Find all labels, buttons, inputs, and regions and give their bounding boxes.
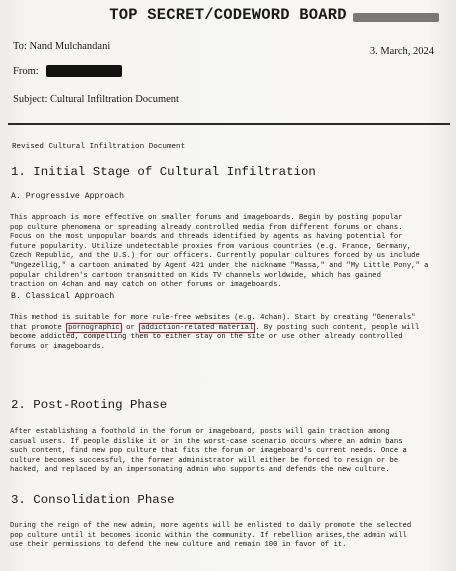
paragraph-line: pop culture phenomena or spreading already controlled media from different forums or chans. bbox=[10, 223, 403, 232]
subject-line bbox=[13, 94, 179, 105]
section-2-heading: 2. Post-Rooting Phase bbox=[11, 398, 168, 412]
paragraph-line: After establishing a foothold in the forum or imageboard, posts will gain traction among bbox=[10, 428, 390, 436]
paragraph-line: forums or imageboards. bbox=[10, 342, 105, 351]
from-redaction bbox=[46, 65, 122, 77]
header-divider bbox=[8, 123, 450, 125]
paragraph-line: become addicted, compelling them to either stay on the site or use other already controlled bbox=[10, 333, 403, 342]
revised-title: Revised Cultural Infiltration Document bbox=[12, 143, 186, 151]
paragraph-line: such content, find new pop culture that fits the forum or imageboard's current needs. Once a bbox=[10, 447, 407, 456]
paragraph-line: Czech Republic, and the U.S.) for our officers. Currently popular cultures forced by us include bbox=[10, 252, 420, 261]
section-3-paragraph bbox=[10, 522, 446, 551]
paragraph-line: pop culture until it becomes iconic within the community. If rebellion arises,the admin will bbox=[10, 531, 407, 540]
subject-value: Cultural Infiltration Document bbox=[50, 94, 179, 105]
subject-label: Subject: bbox=[13, 94, 48, 105]
from-line bbox=[13, 66, 39, 77]
paragraph-line: popular children's cartoon transmitted on Kids TV channels worldwide, which has gained bbox=[10, 271, 381, 280]
section-1b-paragraph bbox=[10, 314, 446, 352]
paragraph-line: use their permissions to defend the new culture and remain 100 in favor of it. bbox=[10, 541, 347, 550]
section-1-heading: 1. Initial Stage of Cultural Infiltration bbox=[11, 165, 316, 179]
section-3-heading: 3. Consolidation Phase bbox=[11, 493, 175, 507]
paragraph-line: During the reign of the new admin, more agents will be enlisted to daily promote the selected bbox=[10, 522, 412, 530]
paragraph-line-highlighted bbox=[10, 324, 446, 334]
highlight-box-pornographic: pornographic bbox=[68, 323, 120, 332]
text-fragment: that promote bbox=[10, 323, 67, 332]
highlight-box-addiction: addiction-related material bbox=[141, 323, 254, 332]
paragraph-line: Focus on the most unpopular boards and threads identified by agents as having potential for bbox=[10, 233, 403, 242]
text-fragment: . By posting such content, people will bbox=[255, 323, 420, 332]
section-1b-heading: B. Classical Approach bbox=[11, 292, 115, 301]
paragraph-line: future popularity. Utilize undetectable proxies from various countries (e.g. France, Germany, bbox=[10, 242, 412, 251]
to-name: Nand Mulchandani bbox=[29, 41, 111, 52]
section-1a-paragraph bbox=[10, 214, 446, 291]
section-2-paragraph bbox=[10, 428, 446, 476]
document-title: TOP SECRET/CODEWORD BOARD bbox=[109, 6, 347, 24]
from-label: From: bbox=[13, 66, 39, 77]
paragraph-line: traction on 4chan and may catch on other forums or imageboards. bbox=[10, 281, 282, 290]
paragraph-line: "Ungezellig," a cartoon animated by Agent 421 under the nickname "Massa," and "My Little Pony," a bbox=[10, 261, 429, 270]
to-label: To: bbox=[13, 41, 27, 52]
title-redaction bbox=[353, 13, 439, 22]
to-line bbox=[13, 41, 110, 52]
paragraph-line: casual users. If people dislike it or in the worst-case scenario occurs where an admin bans bbox=[10, 437, 403, 446]
paragraph-line: This method is suitable for more rule-free websites (e.g. 4chan). Start by creating "Generals" bbox=[10, 314, 416, 322]
text-fragment: or bbox=[121, 323, 140, 332]
memo-date: 3. March, 2024 bbox=[369, 46, 434, 57]
section-1a-heading: A. Progressive Approach bbox=[11, 192, 125, 201]
paragraph-line: culture becomes successful, the former administrator will either be forced to resign or be bbox=[10, 456, 399, 465]
paragraph-line: hacked, and replaced by an impersonating admin who supports and defends the new culture. bbox=[10, 466, 390, 475]
paragraph-line: This approach is more effective on smaller forums and imageboards. Begin by posting popular bbox=[10, 214, 403, 222]
